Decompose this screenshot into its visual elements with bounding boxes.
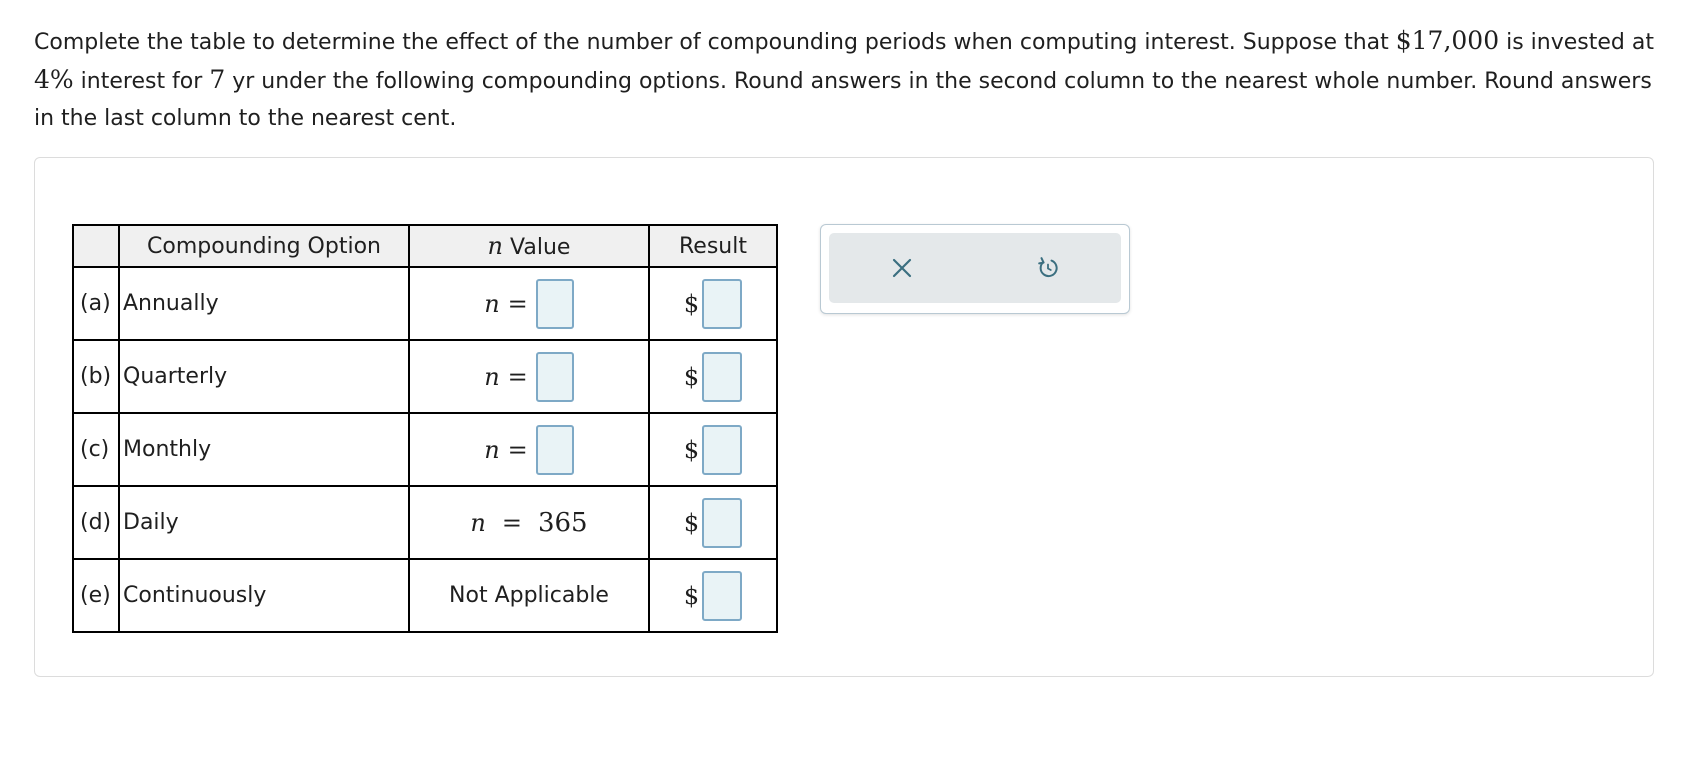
n-symbol: n <box>484 362 500 391</box>
compounding-table <box>72 224 778 633</box>
header-result: Result <box>649 225 777 267</box>
row-option: Monthly <box>119 413 409 486</box>
result-cell <box>649 486 777 559</box>
row-label: (d) <box>73 486 119 559</box>
question-part-4: yr under the following compounding options. Round answers in the second column to the nearest whole number. Round answers in the last column to the nearest cent. <box>34 69 1652 131</box>
close-icon <box>890 256 914 280</box>
dollar-sign: $ <box>683 289 700 318</box>
result-input-continuously[interactable] <box>702 571 742 621</box>
equals-sign: = <box>507 435 528 464</box>
result-cell <box>649 559 777 632</box>
equals-sign: = <box>507 289 528 318</box>
question-text <box>34 22 1664 137</box>
n-not-applicable: Not Applicable <box>409 559 649 632</box>
n-symbol: n <box>484 435 500 464</box>
row-option: Quarterly <box>119 340 409 413</box>
question-part-2: is invested at <box>1499 30 1654 55</box>
question-part-1: Complete the table to determine the effect of the number of compounding periods when computing interest. Suppose that <box>34 30 1396 55</box>
question-part-3: interest for <box>73 69 210 94</box>
principal-amount: $17,000 <box>1395 26 1500 55</box>
interest-rate: 4% <box>34 65 74 94</box>
header-n-rest: Value <box>503 235 571 260</box>
row-option: Annually <box>119 267 409 340</box>
n-cell <box>409 486 649 559</box>
table-row <box>73 267 777 340</box>
table-row <box>73 340 777 413</box>
n-value-daily: 365 <box>537 507 588 538</box>
table-header-row <box>73 225 777 267</box>
header-n-symbol: n <box>487 232 504 260</box>
n-symbol: n <box>470 508 486 537</box>
row-label: (b) <box>73 340 119 413</box>
n-input-quarterly[interactable] <box>536 352 574 402</box>
result-cell <box>649 267 777 340</box>
n-cell <box>409 340 649 413</box>
dollar-sign: $ <box>683 508 700 537</box>
n-input-monthly[interactable] <box>536 425 574 475</box>
n-symbol: n <box>484 289 500 318</box>
result-cell <box>649 340 777 413</box>
header-label <box>73 225 119 267</box>
table-row <box>73 559 777 632</box>
result-cell <box>649 413 777 486</box>
equals-sign: = <box>507 362 528 391</box>
table-row <box>73 413 777 486</box>
dollar-sign: $ <box>683 435 700 464</box>
reset-button[interactable] <box>1028 248 1068 288</box>
result-input-annually[interactable] <box>702 279 742 329</box>
row-option: Continuously <box>119 559 409 632</box>
answer-tools-panel <box>820 224 1130 314</box>
row-label: (a) <box>73 267 119 340</box>
equals-sign: = <box>501 508 522 537</box>
n-cell <box>409 413 649 486</box>
result-input-quarterly[interactable] <box>702 352 742 402</box>
row-label: (c) <box>73 413 119 486</box>
n-input-annually[interactable] <box>536 279 574 329</box>
row-label: (e) <box>73 559 119 632</box>
dollar-sign: $ <box>683 362 700 391</box>
row-option: Daily <box>119 486 409 559</box>
header-n-value <box>409 225 649 267</box>
result-input-daily[interactable] <box>702 498 742 548</box>
answer-tools-bar <box>829 233 1121 303</box>
header-compounding-option: Compounding Option <box>119 225 409 267</box>
n-cell <box>409 267 649 340</box>
undo-icon <box>1035 255 1061 281</box>
time-years: 7 <box>209 65 226 94</box>
result-input-monthly[interactable] <box>702 425 742 475</box>
dollar-sign: $ <box>683 581 700 610</box>
table-row <box>73 486 777 559</box>
clear-button[interactable] <box>882 248 922 288</box>
